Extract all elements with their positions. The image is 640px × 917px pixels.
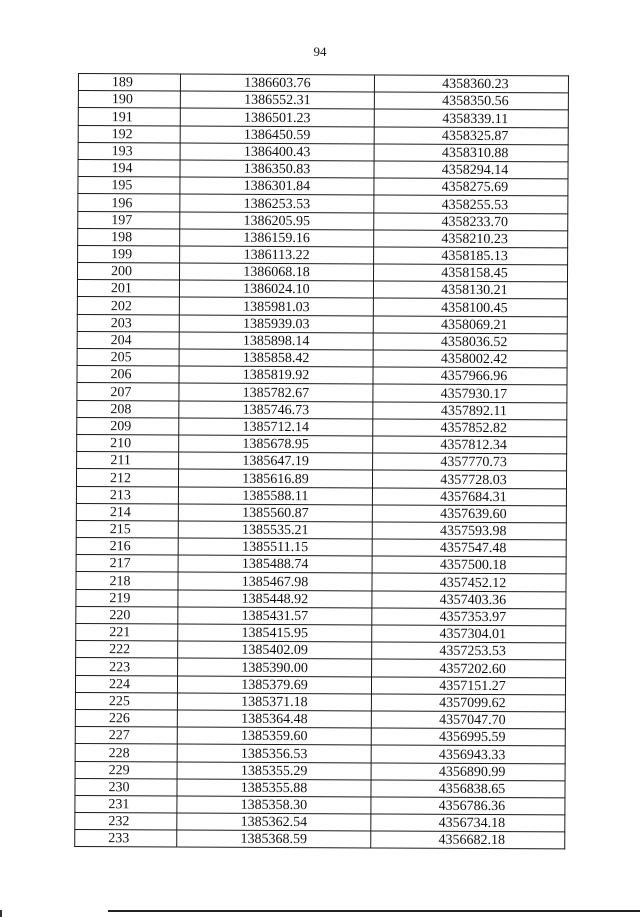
point-number-cell: 220 — [76, 606, 178, 624]
x-coordinate-cell: 1385616.89 — [178, 469, 372, 487]
y-coordinate-cell: 4357253.53 — [372, 642, 566, 660]
x-coordinate-cell: 1385355.88 — [177, 779, 371, 797]
x-coordinate-cell: 1385535.21 — [178, 521, 372, 539]
point-number-cell: 233 — [75, 830, 177, 848]
x-coordinate-cell: 1386450.59 — [180, 126, 374, 144]
x-coordinate-cell: 1386350.83 — [180, 160, 374, 178]
x-coordinate-cell: 1386205.95 — [180, 211, 374, 229]
y-coordinate-cell: 4358158.45 — [373, 264, 567, 282]
y-coordinate-cell: 4357202.60 — [372, 659, 566, 677]
y-coordinate-cell: 4356838.65 — [371, 780, 565, 798]
y-coordinate-cell: 4358350.56 — [374, 92, 568, 110]
y-coordinate-cell: 4358255.53 — [374, 195, 568, 213]
point-number-cell: 222 — [76, 641, 178, 659]
x-coordinate-cell: 1385356.53 — [177, 744, 371, 762]
point-number-cell: 219 — [76, 589, 178, 607]
point-number-cell: 195 — [78, 177, 180, 195]
x-coordinate-cell: 1385981.03 — [179, 297, 373, 315]
x-coordinate-cell: 1385371.18 — [177, 693, 371, 711]
y-coordinate-cell: 4357852.82 — [373, 419, 567, 437]
x-coordinate-cell: 1386603.76 — [180, 74, 374, 92]
point-number-cell: 198 — [78, 228, 180, 246]
x-coordinate-cell: 1385467.98 — [178, 572, 372, 590]
y-coordinate-cell: 4358036.52 — [373, 333, 567, 351]
point-number-cell: 232 — [75, 813, 177, 831]
table-row — [75, 830, 565, 850]
x-coordinate-cell: 1386024.10 — [179, 280, 373, 298]
point-number-cell: 192 — [78, 125, 180, 143]
x-coordinate-cell: 1385898.14 — [179, 332, 373, 350]
y-coordinate-cell: 4358100.45 — [373, 298, 567, 316]
point-number-cell: 193 — [78, 142, 180, 160]
point-number-cell: 190 — [78, 91, 180, 109]
point-number-cell: 189 — [78, 74, 180, 92]
x-coordinate-cell: 1385368.59 — [177, 830, 371, 848]
x-coordinate-cell: 1385431.57 — [178, 607, 372, 625]
point-number-cell: 197 — [78, 211, 180, 229]
point-number-cell: 204 — [77, 331, 179, 349]
y-coordinate-cell: 4358130.21 — [373, 281, 567, 299]
x-coordinate-cell: 1385712.14 — [179, 418, 373, 436]
y-coordinate-cell: 4358325.87 — [374, 127, 568, 145]
point-number-cell: 212 — [76, 469, 178, 487]
point-number-cell: 231 — [75, 795, 177, 813]
y-coordinate-cell: 4357593.98 — [372, 522, 566, 540]
y-coordinate-cell: 4356786.36 — [371, 797, 565, 815]
x-coordinate-cell: 1385782.67 — [179, 383, 373, 401]
x-coordinate-cell: 1385939.03 — [179, 315, 373, 333]
y-coordinate-cell: 4357547.48 — [372, 539, 566, 557]
point-number-cell: 217 — [76, 555, 178, 573]
y-coordinate-cell: 4358185.13 — [374, 247, 568, 265]
point-number-cell: 215 — [76, 520, 178, 538]
x-coordinate-cell: 1386068.18 — [179, 263, 373, 281]
y-coordinate-cell: 4358310.88 — [374, 144, 568, 162]
x-coordinate-cell: 1385355.29 — [177, 761, 371, 779]
point-number-cell: 194 — [78, 159, 180, 177]
point-number-cell: 218 — [76, 572, 178, 590]
x-coordinate-cell: 1385588.11 — [178, 486, 372, 504]
point-number-cell: 227 — [75, 727, 177, 745]
point-number-cell: 214 — [76, 503, 178, 521]
point-number-cell: 229 — [75, 761, 177, 779]
y-coordinate-cell: 4356890.99 — [371, 762, 565, 780]
point-number-cell: 210 — [77, 434, 179, 452]
left-scan-mark — [0, 910, 2, 917]
point-number-cell: 207 — [77, 383, 179, 401]
coordinate-table-container — [74, 73, 568, 850]
x-coordinate-cell: 1386400.43 — [180, 143, 374, 161]
x-coordinate-cell: 1386113.22 — [180, 246, 374, 264]
y-coordinate-cell: 4356682.18 — [371, 831, 565, 849]
point-number-cell: 228 — [75, 744, 177, 762]
y-coordinate-cell: 4358210.23 — [374, 230, 568, 248]
y-coordinate-cell: 4357304.01 — [372, 625, 566, 643]
point-number-cell: 216 — [76, 538, 178, 556]
x-coordinate-cell: 1385362.54 — [177, 813, 371, 831]
x-coordinate-cell: 1385402.09 — [178, 641, 372, 659]
y-coordinate-cell: 4358339.11 — [374, 109, 568, 127]
x-coordinate-cell: 1385511.15 — [178, 538, 372, 556]
coordinate-table — [74, 73, 569, 850]
point-number-cell: 208 — [77, 400, 179, 418]
point-number-cell: 202 — [77, 297, 179, 315]
x-coordinate-cell: 1386301.84 — [180, 177, 374, 195]
point-number-cell: 206 — [77, 366, 179, 384]
point-number-cell: 213 — [76, 486, 178, 504]
point-number-cell: 223 — [76, 658, 178, 676]
point-number-cell: 225 — [75, 692, 177, 710]
x-coordinate-cell: 1385488.74 — [178, 555, 372, 573]
y-coordinate-cell: 4357639.60 — [372, 505, 566, 523]
y-coordinate-cell: 4357403.36 — [372, 591, 566, 609]
point-number-cell: 199 — [78, 245, 180, 263]
x-coordinate-cell: 1385746.73 — [179, 401, 373, 419]
y-coordinate-cell: 4357930.17 — [373, 384, 567, 402]
point-number-cell: 221 — [76, 623, 178, 641]
x-coordinate-cell: 1385647.19 — [179, 452, 373, 470]
y-coordinate-cell: 4356734.18 — [371, 814, 565, 832]
x-coordinate-cell: 1385415.95 — [178, 624, 372, 642]
y-coordinate-cell: 4358002.42 — [373, 350, 567, 368]
y-coordinate-cell: 4357892.11 — [373, 402, 567, 420]
point-number-cell: 230 — [75, 778, 177, 796]
x-coordinate-cell: 1385819.92 — [179, 366, 373, 384]
x-coordinate-cell: 1385364.48 — [177, 710, 371, 728]
x-coordinate-cell: 1386552.31 — [180, 91, 374, 109]
y-coordinate-cell: 4357500.18 — [372, 556, 566, 574]
y-coordinate-cell: 4358069.21 — [373, 316, 567, 334]
point-number-cell: 205 — [77, 348, 179, 366]
point-number-cell: 201 — [77, 280, 179, 298]
point-number-cell: 191 — [78, 108, 180, 126]
y-coordinate-cell: 4358233.70 — [374, 212, 568, 230]
y-coordinate-cell: 4358275.69 — [374, 178, 568, 196]
y-coordinate-cell: 4357728.03 — [372, 470, 566, 488]
x-coordinate-cell: 1386159.16 — [180, 229, 374, 247]
y-coordinate-cell: 4357353.97 — [372, 608, 566, 626]
point-number-cell: 203 — [77, 314, 179, 332]
y-coordinate-cell: 4356943.33 — [371, 745, 565, 763]
x-coordinate-cell: 1385560.87 — [178, 504, 372, 522]
point-number-cell: 209 — [77, 417, 179, 435]
y-coordinate-cell: 4357151.27 — [371, 677, 565, 695]
x-coordinate-cell: 1385448.92 — [178, 590, 372, 608]
x-coordinate-cell: 1385678.95 — [179, 435, 373, 453]
x-coordinate-cell: 1385359.60 — [177, 727, 371, 745]
x-coordinate-cell: 1385858.42 — [179, 349, 373, 367]
y-coordinate-cell: 4356995.59 — [371, 728, 565, 746]
point-number-cell: 226 — [75, 709, 177, 727]
y-coordinate-cell: 4357966.96 — [373, 367, 567, 385]
x-coordinate-cell: 1386501.23 — [180, 108, 374, 126]
x-coordinate-cell: 1385390.00 — [178, 658, 372, 676]
point-number-cell: 224 — [75, 675, 177, 693]
coordinate-table-body — [75, 74, 569, 850]
x-coordinate-cell: 1385379.69 — [177, 676, 371, 694]
y-coordinate-cell: 4358294.14 — [374, 161, 568, 179]
point-number-cell: 200 — [77, 263, 179, 281]
page-number: 94 — [313, 44, 327, 59]
y-coordinate-cell: 4357047.70 — [371, 711, 565, 729]
x-coordinate-cell: 1386253.53 — [180, 194, 374, 212]
y-coordinate-cell: 4357812.34 — [373, 436, 567, 454]
y-coordinate-cell: 4358360.23 — [374, 75, 568, 93]
x-coordinate-cell: 1385358.30 — [177, 796, 371, 814]
y-coordinate-cell: 4357452.12 — [372, 573, 566, 591]
point-number-cell: 211 — [77, 452, 179, 470]
y-coordinate-cell: 4357099.62 — [371, 694, 565, 712]
y-coordinate-cell: 4357770.73 — [373, 453, 567, 471]
bottom-scan-edge — [108, 910, 640, 912]
point-number-cell: 196 — [78, 194, 180, 212]
y-coordinate-cell: 4357684.31 — [372, 487, 566, 505]
